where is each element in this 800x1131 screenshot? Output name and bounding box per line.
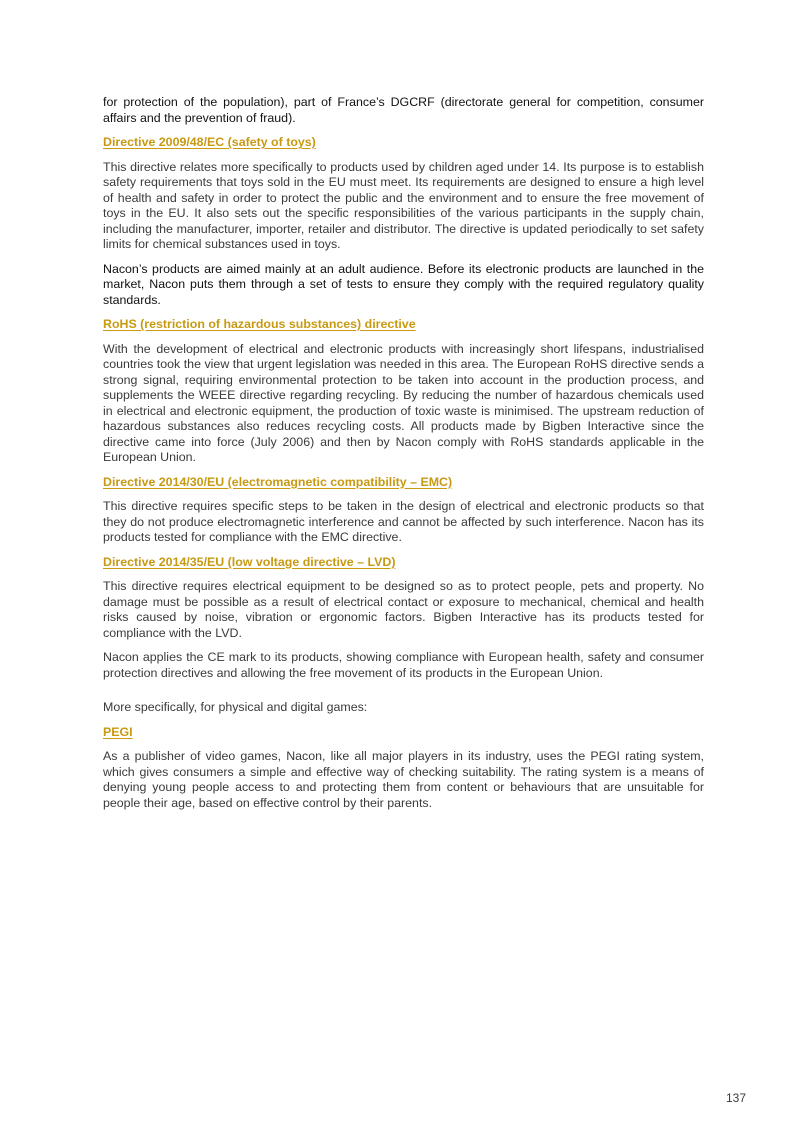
document-body — [103, 95, 704, 820]
paragraph-games-intro: More specifically, for physical and digital games: — [103, 700, 368, 714]
paragraph-pegi: As a publisher of video games, Nacon, like all major players in its industry, uses the PEGI rating system, which gives consumers a simple and effective way of checking suitability. The rating system is a means of denying young people access to and protecting them from content or behaviours that are unsuitable for people their age, based on effective control by their parents. — [103, 749, 704, 810]
heading-toys-directive: Directive 2009/48/EC (safety of toys) — [103, 135, 316, 149]
heading-emc-directive: Directive 2014/30/EU (electromagnetic compatibility – EMC) — [103, 474, 453, 489]
paragraph-toys-directive: This directive relates more specifically to products used by children aged under 14. Its purpose is to establish safety requirements that toys sold in the EU must meet. Its requirements are designed to ensure a high level of health and safety in order to protect the public and the environment and to ensure the free movement of toys in the EU. It also sets out the specific responsibilities of the various participants in the supply chain, including the manufacturer, importer, retailer and distributor. The directive is updated periodically to set safety limits for chemical substances used in toys. — [103, 159, 704, 251]
paragraph-lvd-directive: This directive requires electrical equipment to be designed so as to protect people, pets and property. No damage must be possible as a result of electrical contact or exposure to mechanical, chemical and health risks caused by noise, vibration or ergonomic factors. Bigben Interactive has its products tested for compliance with the LVD. — [103, 579, 704, 640]
paragraph-ce-mark: Nacon applies the CE mark to its products, showing compliance with European health, safety and consumer protection directives and allowing the free movement of its products in the European Union. — [103, 650, 704, 680]
page-number: 137 — [725, 1091, 746, 1105]
section-spacer — [103, 690, 704, 700]
paragraph-emc-directive: This directive requires specific steps to be taken in the design of electrical and electronic products so that they do not produce electromagnetic interference and cannot be affected by such interference. Nacon has its products tested for compliance with the EMC directive. — [103, 499, 704, 544]
intro-paragraph: for protection of the population), part of France’s DGCRF (directorate general for competition, consumer affairs and the prevention of fraud). — [103, 95, 704, 125]
paragraph-nacon-products: Nacon’s products are aimed mainly at an adult audience. Before its electronic products are launched in the market, Nacon puts them through a set of tests to ensure they comply with the required regulatory quality standards. — [103, 261, 704, 307]
heading-lvd-directive: Directive 2014/35/EU (low voltage directive – LVD) — [103, 554, 396, 569]
heading-rohs-directive: RoHS (restriction of hazardous substances) directive — [103, 317, 416, 331]
paragraph-rohs-directive: With the development of electrical and electronic products with increasingly short lifespans, industrialised countries took the view that urgent legislation was needed in this area. The European RoHS directive sends a strong signal, requiring environmental protection to be taken into account in the production process, and supplements the WEEE directive regarding recycling. By reducing the number of hazardous chemicals used in electrical and electronic equipment, the production of toxic waste is minimised. The upstream reduction of hazardous substances also reduces recycling costs. All products made by Bigben Interactive since the directive came into force (July 2006) and then by Nacon comply with RoHS standards applicable in the European Union. — [103, 341, 704, 464]
heading-pegi: PEGI — [103, 724, 133, 739]
